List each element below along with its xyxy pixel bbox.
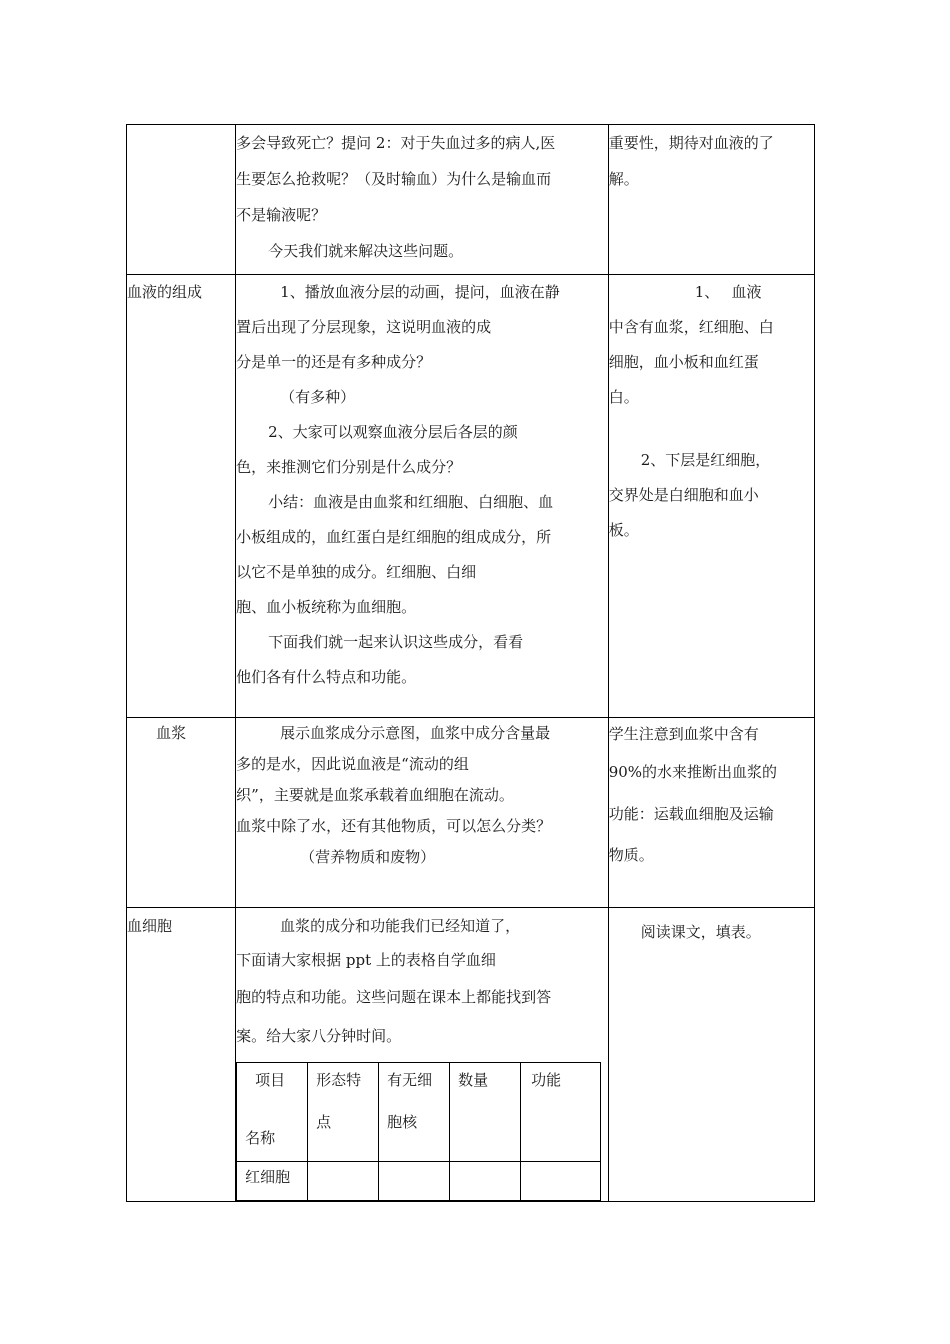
text-line: 板。 <box>608 521 639 539</box>
table-cell <box>308 1162 379 1201</box>
text-line: 中含有血浆，红细胞、白 <box>608 318 774 336</box>
text-line: 多会导致死亡？提问 2：对于失血过多的病人,医 <box>236 134 556 152</box>
text-line: 色，来推测它们分别是什么成分？ <box>236 458 462 476</box>
table-row <box>127 718 815 908</box>
text-line: 学生注意到血浆中含有 <box>608 725 759 743</box>
column-header-line: 数量 <box>458 1071 489 1089</box>
text-line: （营养物质和废物） <box>300 848 436 866</box>
text-line: 交界处是白细胞和血小 <box>608 486 759 504</box>
table-row <box>237 1162 601 1201</box>
text-line: 案。给大家八分钟时间。 <box>236 1027 402 1045</box>
text-line: 以它不是单独的成分。红细胞、白细 <box>236 563 477 581</box>
table-cell <box>521 1162 601 1201</box>
table-row <box>127 908 815 1202</box>
header-item-label: 项目 <box>255 1071 286 1089</box>
column-header-line: 有无细 <box>387 1071 433 1089</box>
topic-cell <box>127 908 236 1202</box>
text-line: 白。 <box>608 388 639 406</box>
activity-cell <box>236 125 609 275</box>
topic-cell <box>127 125 236 275</box>
column-header-line: 点 <box>316 1113 332 1131</box>
topic-label: 血浆 <box>156 724 187 742</box>
text-line: 织”，主要就是血浆承载着血细胞在流动。 <box>236 786 514 804</box>
text-line: 多的是水，因此说血液是“流动的组 <box>236 755 469 773</box>
column-header-line: 胞核 <box>387 1113 418 1131</box>
activity-cell <box>236 275 609 718</box>
text-line: 胞、血小板统称为血细胞。 <box>236 598 417 616</box>
student-cell <box>608 275 814 718</box>
text-line: 血浆的成分和功能我们已经知道了， <box>280 917 521 935</box>
text-line: 血浆中除了水，还有其他物质，可以怎么分类？ <box>236 817 552 835</box>
text-line: 90%的水来推断出血浆的 <box>608 763 778 781</box>
topic-label <box>127 125 235 161</box>
text-line: 小板组成的，血红蛋白是红细胞的组成成分，所 <box>236 528 552 546</box>
table-cell: 红细胞 <box>237 1162 308 1201</box>
text-line: 阅读课文，填表。 <box>640 923 761 941</box>
student-cell <box>608 908 814 1202</box>
text-line: 解。 <box>608 170 639 188</box>
text-line: 细胞，血小板和血红蛋 <box>608 353 759 371</box>
text-line: 2、下层是红细胞， <box>640 451 771 469</box>
text-line: 展示血浆成分示意图，血浆中成分含量最 <box>280 724 551 742</box>
column-header-line: 形态特 <box>316 1071 362 1089</box>
table-cell <box>450 1162 521 1201</box>
text-line: 1、播放血液分层的动画，提问，血液在静 <box>280 283 560 301</box>
topic-cell <box>127 718 236 908</box>
spacer <box>609 415 814 443</box>
column-header <box>450 1063 521 1162</box>
student-cell <box>608 125 814 275</box>
table-row <box>127 125 815 275</box>
text-line: 物质。 <box>608 846 654 864</box>
activity-cell <box>236 718 609 908</box>
text-line: 今天我们就来解决这些问题。 <box>268 242 464 260</box>
text-line: 功能：运载血细胞及运输 <box>608 805 774 823</box>
table-row <box>127 275 815 718</box>
topic-label: 血细胞 <box>127 917 173 935</box>
activity-cell <box>236 908 609 1202</box>
text-line: 下面请大家根据 ppt 上的表格自学血细 <box>236 951 496 969</box>
text-line: 重要性，期待对血液的了 <box>608 134 774 152</box>
lesson-plan-table <box>126 124 815 1202</box>
text-line: 生要怎么抢救呢？（及时输血）为什么是输血而 <box>236 170 552 188</box>
student-cell <box>608 718 814 908</box>
text-line: 置后出现了分层现象，这说明血液的成 <box>236 318 492 336</box>
text-line: 小结：血液是由血浆和红细胞、白细胞、血 <box>268 493 554 511</box>
blood-cell-table <box>236 1062 601 1201</box>
table-header-row <box>237 1063 601 1162</box>
table-cell <box>379 1162 450 1201</box>
text-line: 不是输液呢？ <box>236 206 327 224</box>
text-line: 分是单一的还是有多种成分？ <box>236 353 432 371</box>
text-line: 1、 血液 <box>694 283 762 301</box>
column-header <box>308 1063 379 1162</box>
text-line: 他们各有什么特点和功能。 <box>236 668 417 686</box>
column-header <box>521 1063 601 1162</box>
header-name-label: 名称 <box>245 1129 276 1147</box>
text-line: 胞的特点和功能。这些问题在课本上都能找到答 <box>236 988 552 1006</box>
column-header <box>379 1063 450 1162</box>
header-corner-cell <box>237 1063 308 1162</box>
text-line: 下面我们就一起来认识这些成分，看看 <box>268 633 524 651</box>
topic-cell <box>127 275 236 718</box>
column-header-line: 功能 <box>531 1071 562 1089</box>
topic-label: 血液的组成 <box>127 283 203 301</box>
text-line: 2、大家可以观察血液分层后各层的颜 <box>268 423 518 441</box>
text-line: （有多种） <box>280 388 356 406</box>
